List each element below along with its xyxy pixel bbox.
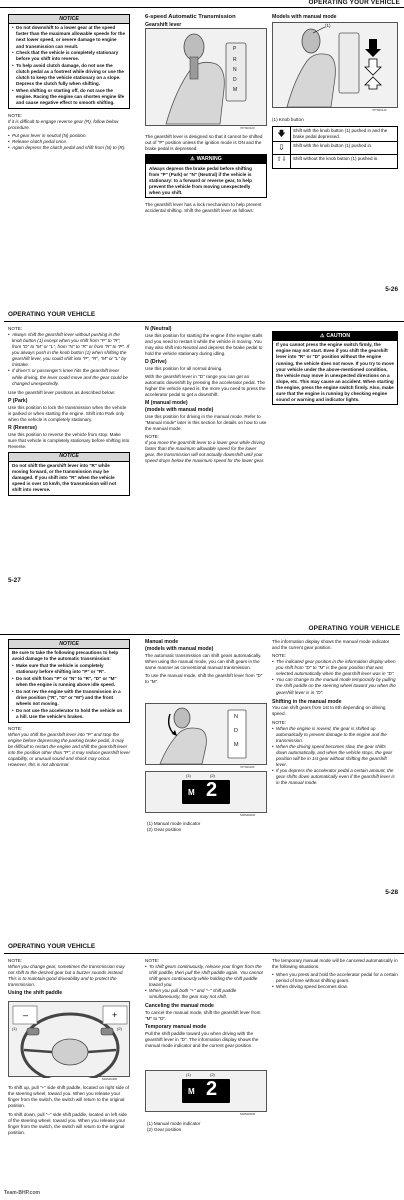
svg-text:+: + bbox=[112, 1010, 118, 1020]
note-label: NOTE: bbox=[8, 958, 23, 963]
column-1-text bbox=[8, 1085, 130, 1139]
lever-with-arrows-illustration bbox=[273, 23, 399, 109]
gearshift-lever-illustration bbox=[146, 29, 268, 127]
figure-callout: (1) bbox=[12, 1026, 17, 1031]
notice-item: • Make sure that the vehicle is completely stationary before shifting into "P" or "R". bbox=[12, 663, 126, 675]
manual-text: Use this position for driving in the manual mode. Refer to "Manual mode" later in this section for details on how to use the manual mode. bbox=[145, 414, 267, 432]
note-label: NOTE: bbox=[145, 958, 160, 963]
body-text: To shift down, pull "–" side shift paddle, located on left side of the steering wheel, toward you. When you release your finger from the switch, the switch will return to the original position. bbox=[8, 1112, 127, 1136]
body-text: Use the gearshift lever positions as described below: bbox=[8, 389, 116, 395]
drive-text-2: With the gearshift lever in "D" range you can get an automatic downshift by pressing the accelerator pedal. The higher the vehicle speed is, the more you need to press the accelerator pedal to get a downshift. bbox=[145, 374, 266, 398]
manual-page-5-29 bbox=[0, 903, 404, 1200]
key-row bbox=[273, 155, 397, 168]
park-text: Use this position to lock the transmission when the vehicle is parked or when starting the engine. Shift into Park only when the vehicle is completely stationary. bbox=[8, 404, 127, 422]
figure-code: 52RM00030 bbox=[240, 1112, 256, 1116]
body-text: The information display shows the manual mode indicator and the current gear position. bbox=[272, 639, 390, 651]
subsection-title: Gearshift lever bbox=[145, 21, 182, 28]
column-1 bbox=[8, 14, 130, 151]
models-title: Models with manual mode bbox=[272, 14, 337, 20]
manual-mode-title-sub: (models with manual mode) bbox=[145, 645, 214, 652]
column-3 bbox=[272, 331, 398, 405]
manual-mode-indicator: M bbox=[188, 1087, 195, 1096]
notice-item: • When shifting or starting off, do not race the engine. Racing the engine can shorten engine life and cause negative effect to smooth shifting. bbox=[12, 88, 126, 106]
drive-title: D (Drive) bbox=[145, 359, 167, 366]
notice-intro: Be sure to take the following precautions to help avoid damage to the automatic transmission: bbox=[12, 650, 119, 662]
notice-title: NOTICE bbox=[9, 640, 129, 649]
lever-to-m-illustration bbox=[146, 704, 268, 766]
figure-caption: (1) Manual mode indicator bbox=[147, 1121, 201, 1126]
gear-letter: M bbox=[233, 87, 238, 93]
watermark-logo: Team-BHP.com bbox=[4, 1190, 40, 1197]
note-block bbox=[8, 113, 130, 151]
key-text: Shift without the knob button (1) pushed in. bbox=[293, 155, 379, 161]
manual-title: M (manual mode) bbox=[145, 400, 188, 407]
steering-wheel-figure bbox=[8, 1001, 130, 1077]
body-text: To shift up, pull "+" side shift paddle, located on right side of the steering wheel, toward you. When you release your finger from the switch, the switch will return to the original position. bbox=[8, 1085, 130, 1109]
note-bullet: • Again depress the clutch pedal and shift from (N) to (R). bbox=[8, 145, 130, 151]
figure-code: 76TS00140 bbox=[372, 108, 387, 112]
manual-shift-figure bbox=[145, 703, 267, 765]
gear-letter: D bbox=[234, 728, 238, 734]
column-3 bbox=[272, 14, 400, 21]
svg-text:–: – bbox=[23, 1010, 29, 1020]
column-1 bbox=[8, 639, 130, 770]
gear-letter: D bbox=[233, 77, 237, 83]
page-header: OPERATING YOUR VEHICLE bbox=[308, 0, 400, 6]
figure-callout: (1) bbox=[186, 1072, 191, 1077]
manual-page-5-28 bbox=[0, 603, 404, 900]
notice-text: Do not shift the gearshift lever into "R" while moving forward, or the transmission may be damaged. If you shift into "R" when the vehicle speed is over 10 km/h, the transmission will not shift into reverse. bbox=[12, 463, 117, 493]
figure-callout: (1) bbox=[186, 773, 191, 778]
note-text: If you move the gearshift lever to a lower gear while driving faster than the maximum allowable speed for the lower gear, the transmission will not actually downshift until your speed drops below the maximum speed for the lower gear. bbox=[145, 440, 265, 464]
key-text: Shift with the knob button (1) pushed in and the brake pedal depressed. bbox=[293, 128, 388, 139]
notice-box bbox=[8, 452, 130, 496]
note-bullet: • If you depress the accelerator pedal a certain amount, the gear shifts down automatically even if the gearshift lever is in the manual mode. bbox=[272, 768, 398, 786]
shift-paddle-title: Using the shift paddle bbox=[8, 990, 63, 997]
warning-text: Always depress the brake pedal before shifting from "P" (Park) or "N" (Neutral) if the vehicle is stationary: to a forward or reverse gear, to help prevent the vehicle from moving unexpectedly when you shift. bbox=[149, 165, 252, 195]
key-row bbox=[273, 127, 397, 142]
notice-item: • Do not shift from "P" or "N" to "R", "D" or "M" when the engine is running above idle speed. bbox=[12, 676, 126, 688]
shift-key-table bbox=[272, 126, 398, 169]
note-bullet: • Release clutch pedal once. bbox=[8, 139, 130, 145]
info-display-figure bbox=[145, 1070, 267, 1112]
figure-callout: (2) bbox=[210, 1072, 215, 1077]
page-number: 5-26 bbox=[385, 286, 398, 293]
page-header: OPERATING YOUR VEHICLE bbox=[308, 625, 400, 632]
warning-triangle-icon: ⚠ bbox=[190, 155, 195, 162]
gear-position-digit: 2 bbox=[206, 1078, 218, 1100]
note-bullet: • When you pull both "+" and "–" shift paddle simultaneously, the gear may not shift. bbox=[145, 988, 267, 1000]
notice-item: • To help avoid clutch damage, do not use the clutch pedal as a footrest while driving or use the clutch to keep the vehicle stationary on a slope. Depress the clutch fully when shifting. bbox=[12, 63, 126, 87]
note-bullet: • When the engine is revved, the gear is shifted up automatically to prevent damage to the engine and the transmission. bbox=[272, 726, 398, 744]
page-header: OPERATING YOUR VEHICLE bbox=[8, 943, 96, 950]
note-label: NOTE: bbox=[8, 113, 23, 119]
manual-mode-indicator: M bbox=[188, 788, 195, 797]
reverse-title: R (Reverse) bbox=[8, 424, 37, 431]
note-text: If it is difficult to engage reverse gear (R), follow below procedure. bbox=[8, 119, 119, 131]
notice-item: • Do not rev the engine with the transmission in a drive position ("R", "D" or "M") and the front wheels not moving. bbox=[12, 689, 126, 707]
body-text: Pull the shift paddle toward you when driving with the gearshift lever in "D". The information display shows the manual mode indicator and the current gear position. bbox=[145, 1031, 259, 1049]
manual-page-5-27 bbox=[0, 303, 404, 600]
figure-callout: (2) bbox=[117, 1026, 122, 1031]
neutral-text: Use this position for starting the engine if the engine stalls and you need to restart it while the vehicle is moving. You may also shift into Neutral and depress the brake pedal to hold the vehicle stationary during idling. bbox=[145, 332, 263, 357]
list-bullet: • When you press and hold the accelerator pedal for a certain period of time without shifting gears. bbox=[272, 972, 398, 984]
column-1 bbox=[8, 958, 130, 997]
manual-page-5-26 bbox=[0, 0, 404, 300]
figure-code: 76TS00120 bbox=[240, 126, 255, 130]
manual-mode-lever-figure bbox=[272, 22, 398, 108]
gear-letter: P bbox=[233, 46, 237, 52]
body-text: You can shift gears from 1st to 6th depending on driving speed. bbox=[272, 705, 386, 717]
column-1 bbox=[8, 326, 130, 496]
steering-wheel-paddles-illustration bbox=[9, 1002, 131, 1078]
figure-caption: (2) Gear position bbox=[147, 1127, 182, 1132]
key-row bbox=[273, 142, 397, 155]
page-header: OPERATING YOUR VEHICLE bbox=[8, 311, 96, 318]
column-3 bbox=[272, 639, 398, 786]
caution-triangle-icon: ⚠ bbox=[319, 332, 325, 339]
body-text: The gearshift lever has a lock mechanism to help prevent accidental shifting. Shift the gearshift lever as follows: bbox=[145, 202, 262, 214]
caution-title-text: CAUTION bbox=[326, 332, 351, 339]
shift-manual-title: Shifting in the manual mode bbox=[272, 698, 342, 705]
gear-letter: M bbox=[234, 742, 239, 748]
column-2 bbox=[145, 639, 267, 687]
warning-box bbox=[145, 154, 267, 198]
notice-item: • Do not use the accelerator to hold the vehicle on a hill. Use the vehicle's brakes. bbox=[12, 708, 126, 720]
drive-text: Use this position for all normal driving. bbox=[145, 365, 223, 371]
gear-position-digit: 2 bbox=[206, 779, 218, 801]
figure-callout: (2) bbox=[210, 773, 215, 778]
warning-title bbox=[146, 155, 266, 164]
notice-box bbox=[8, 639, 130, 723]
manual-mode-title: Manual mode bbox=[145, 639, 179, 645]
note-bullet: • The indicated gear position in the information display when you shift from "D" to "M" is the gear position that was selected automatically when the gearshift lever was in "D". bbox=[272, 659, 398, 677]
body-text: To use the manual mode, shift the gearshift lever from "D" to "M". bbox=[145, 672, 263, 684]
note-label: NOTE: bbox=[8, 326, 23, 331]
figure-callout: (1) bbox=[325, 23, 331, 28]
body-text: To cancel the manual mode, shift the gearshift lever from "M" to "D". bbox=[145, 1010, 261, 1022]
figure-code: 76TS00180 bbox=[240, 765, 255, 769]
note-text: When you shift the gearshift lever into "P" and stop the engine before depressing the parking brake pedal, it may be difficult to restart the engine and shift the gearshift lever into the position other than "P"; it may reduce gearshift lever capability, or unusual sound and shock may occur. However, this is not abnormal. bbox=[8, 731, 130, 768]
note-label: NOTE: bbox=[272, 653, 287, 659]
temporary-title: Temporary manual mode bbox=[145, 1024, 207, 1031]
note-bullet: • Always shift the gearshift lever without pushing in the knob button (1) except when you shift from "P" to "R", from "D" to "M" or "L", from "N" to "R" or from "R" to "P". If you always push in the knob button (1) when shifting the gearshift lever, you could shift into "P", "R", "M" or "L" by mistake. bbox=[8, 332, 130, 368]
note-bullet: • You can change to the manual mode temporarily by pulling the shift paddle on the steering wheel toward you when the gearshift lever is in "D". bbox=[272, 677, 398, 695]
figure-caption: (1) Manual mode indicator bbox=[147, 821, 201, 826]
knob-caption: (1) Knob button bbox=[272, 117, 304, 122]
body-text: The automatic transmission can shift gears automatically. When using the manual mode, you can shift gears in the same manner as conventional manual transmission. bbox=[145, 652, 262, 670]
note-text: When you change gear, sometimes the transmission may not shift to the desired gear but a buzzer sounds instead. This is to maintain good driveability and to protect the transmission. bbox=[8, 964, 125, 988]
note-bullet: • Put gear lever in neutral (N) position. bbox=[8, 133, 130, 139]
down-arrow-outline-icon: ⇩ bbox=[273, 142, 291, 154]
gearshift-lever-figure bbox=[145, 28, 267, 126]
caution-text: If you cannot press the engine switch firmly, the engine may not start. Even if you shift the gearshift lever into "R" or "D" position without the engine running, the vehicle does not move. If you try to move your vehicle under the above-mentioned condition, the vehicle may move in unexpected directions on a slope, etc. This may cause an accident. When starting the engine, press the engine switch firmly. Also, make sure that the engine is running by checking engine sound or warning and indicator lights. bbox=[276, 342, 394, 402]
note-label: NOTE: bbox=[8, 725, 23, 731]
note-label: NOTE: bbox=[272, 719, 287, 725]
warning-title-text: WARNING bbox=[196, 155, 222, 162]
figure-caption: (2) Gear position bbox=[147, 827, 182, 832]
note-bullet: • To shift gears continuously, release your finger from the shift paddle, then pull the shift paddle again. You cannot shift gears continuously while holding the shift paddle toward you. bbox=[145, 964, 267, 988]
caution-title bbox=[273, 332, 397, 341]
caution-box bbox=[272, 331, 398, 405]
note-label: NOTE: bbox=[145, 434, 160, 440]
body-text: The gearshift lever is designed so that it cannot be shifted out of "P" position unless the ignition mode is ON and the brake pedal is depressed. bbox=[145, 134, 263, 152]
notice-title: NOTICE bbox=[9, 453, 129, 462]
column-2 bbox=[145, 326, 267, 467]
cancel-title: Canceling the manual mode bbox=[145, 1003, 214, 1010]
body-text: The temporary manual mode will be canceled automatically in the following situations. bbox=[272, 958, 398, 970]
column-2 bbox=[145, 14, 267, 29]
page-number: 5-27 bbox=[8, 577, 21, 584]
notice-box bbox=[8, 14, 130, 109]
page-number: 5-28 bbox=[385, 889, 398, 896]
notice-item: • Check that the vehicle is completely stationary before you shift into reverse. bbox=[12, 50, 126, 62]
column-2 bbox=[145, 958, 267, 1051]
figure-code: 52RM00030 bbox=[240, 813, 256, 817]
gear-letter: R bbox=[233, 57, 237, 63]
section-title: 6-speed Automatic Transmission bbox=[145, 14, 236, 20]
gear-letter: N bbox=[233, 67, 237, 73]
info-display-figure bbox=[145, 771, 267, 813]
manual-title-sub: (models with manual mode) bbox=[145, 407, 214, 414]
column-2-text bbox=[145, 134, 267, 216]
up-down-arrow-icon: ⇧⇩ bbox=[273, 155, 291, 168]
park-title: P (Park) bbox=[8, 397, 28, 404]
note-bullet: • If driver's or passenger's knee hits the gearshift lever while driving, the lever could move and the gear could be changed unexpectedly. bbox=[8, 368, 130, 386]
figure-code: 52RM00280 bbox=[102, 1077, 118, 1081]
note-bullet: • When the driving speed becomes slow, the gear shifts down automatically, and when the vehicle stops, the gear position will be in 1st gear without shifting the gearshift lever. bbox=[272, 744, 398, 768]
down-arrow-solid-icon: 🡇 bbox=[273, 127, 291, 141]
gear-letter: N bbox=[234, 714, 238, 720]
list-bullet: • When driving speed becomes slow. bbox=[272, 984, 398, 990]
column-3 bbox=[272, 958, 398, 990]
reverse-text: Use this position to reverse the vehicle from stop. Make sure that vehicle is completely stationary before shifting into Reverse. bbox=[8, 431, 130, 449]
notice-item: • Do not downshift to a lower gear at the speed faster than the maximum allowable speeds for the next lower speed, or severe damage to engine and transmission can result. bbox=[12, 25, 126, 49]
notice-title: NOTICE bbox=[9, 15, 129, 24]
neutral-title: N (Neutral) bbox=[145, 326, 172, 332]
key-text: Shift with the knob button (1) pushed in. bbox=[293, 142, 373, 148]
